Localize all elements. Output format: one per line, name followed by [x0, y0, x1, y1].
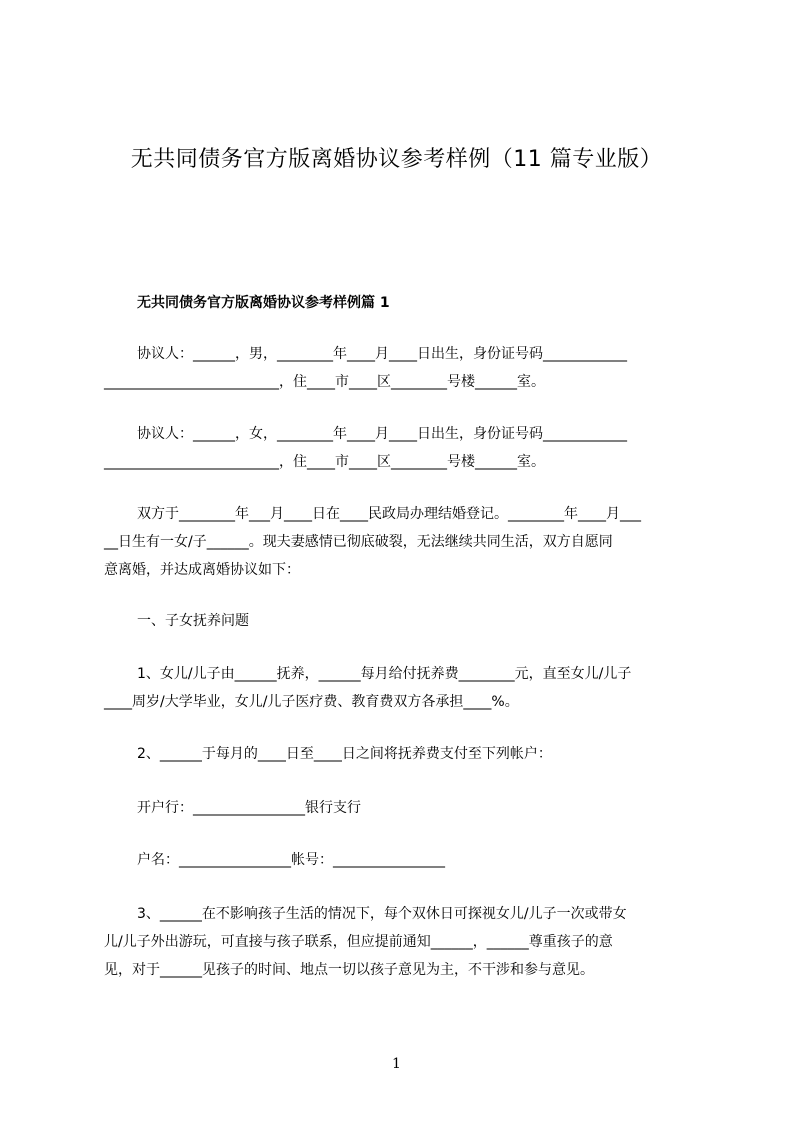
account-line: 户名：________________帐号：________________ [137, 852, 445, 868]
party1-line1: 协议人：______，男，________年____月____日出生，身份证号码____________ [137, 346, 627, 362]
party2-line2: _________________________，住____市____区________号楼______室。 [104, 454, 545, 470]
page-number: 1 [392, 1056, 401, 1072]
party1-line2: _________________________，住____市____区________号楼______室。 [104, 374, 545, 390]
bank-line: 开户行：________________银行支行 [137, 800, 361, 816]
section-subtitle: 无共同债务官方版离婚协议参考样例篇 1 [137, 295, 390, 311]
intro-line3: 意离婚，并达成离婚协议如下： [104, 562, 300, 578]
document-title: 无共同债务官方版离婚协议参考样例（11 篇专业版） [130, 147, 663, 172]
item3-line2: 儿/儿子外出游玩，可直接与孩子联系，但应提前通知______，______尊重孩子的意 [104, 934, 613, 950]
item3-line3: 见，对于______见孩子的时间、地点一切以孩子意见为主，不干涉和参与意见。 [104, 962, 594, 978]
party2-line1: 协议人：______，女，________年____月____日出生，身份证号码____________ [137, 426, 627, 442]
intro-line1: 双方于________年___月____日在____民政局办理结婚登记。________年____月___ [137, 506, 641, 522]
intro-line2: __日生有一女/子______。现夫妻感情已彻底破裂，无法继续共同生活，双方自愿同 [104, 534, 613, 550]
item1-line1: 1、女儿/儿子由______抚养，______每月给付抚养费________元，直至女儿/儿子 [137, 666, 632, 682]
section1-heading: 一、子女抚养问题 [137, 613, 249, 629]
item2-line: 2、______于每月的____日至____日之间将抚养费支付至下列帐户： [137, 746, 552, 762]
item1-line2: ____周岁/大学毕业，女儿/儿子医疗费、教育费双方各承担____%。 [104, 694, 519, 710]
item3-line1: 3、______在不影响孩子生活的情况下，每个双休日可探视女儿/儿子一次或带女 [137, 906, 627, 922]
